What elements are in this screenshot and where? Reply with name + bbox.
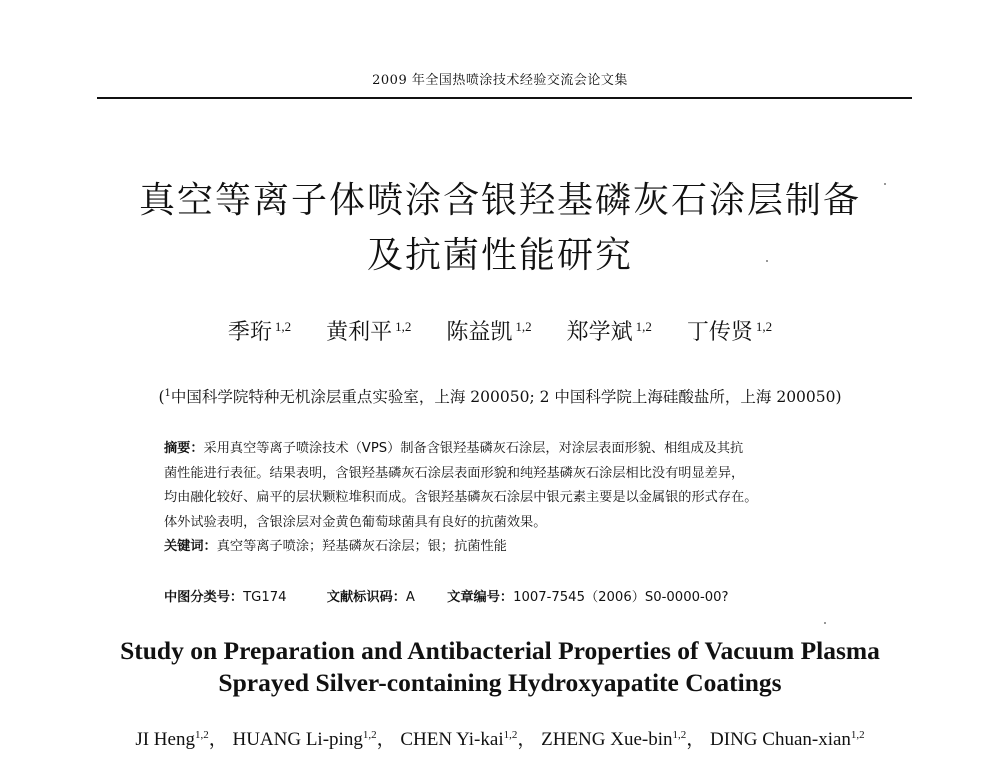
author-zh-name: 季珩: [227, 320, 272, 345]
title-en-line2: Sprayed Silver-containing Hydroxyapatite Coatings: [218, 668, 782, 697]
scan-speck: [884, 183, 886, 185]
running-header: 2009 年全国热喷涂技术经验交流会论文集: [372, 73, 628, 88]
doc-label: 文献标识码：: [326, 590, 406, 605]
author-zh-aff: 1,2: [755, 319, 773, 334]
author-zh: [567, 315, 652, 346]
affiliation-sup: 1: [164, 388, 171, 399]
author-en-name: CHEN Yi-kai: [400, 729, 504, 750]
author-en: [710, 729, 865, 750]
authors-zh: [0, 315, 1000, 346]
abstract-line: 菌性能进行表征。结果表明，含银羟基磷灰石涂层表面形貌和纯羟基磷灰石涂层相比没有明显差异，: [164, 465, 745, 481]
author-en-sep: ，: [208, 729, 228, 750]
author-en-name: JI Heng: [135, 729, 195, 750]
article-value: 1007-7545（2006）S0-0000-00?: [513, 590, 729, 605]
author-en: [232, 729, 395, 750]
author-zh-aff: 1,2: [515, 319, 532, 334]
classification-row: [164, 586, 729, 605]
author-zh: [446, 315, 531, 346]
author-zh-name: 丁传贤: [686, 320, 753, 345]
author-zh-name: 黄利平: [326, 320, 393, 345]
author-en-aff: 1,2: [503, 729, 518, 741]
author-en: [541, 729, 705, 750]
affiliation: [0, 385, 1000, 407]
header-rule: [97, 97, 912, 99]
clc-value: TG174: [243, 590, 287, 605]
author-zh-aff: 1,2: [274, 319, 292, 334]
abstract-line: 体外试验表明，含银涂层对金黄色葡萄球菌具有良好的抗菌效果。: [164, 514, 547, 530]
article-label: 文章编号：: [447, 590, 514, 605]
keywords: [164, 535, 864, 560]
affiliation-open: (: [158, 388, 165, 406]
doc-value: A: [405, 590, 415, 605]
clc-label: 中图分类号：: [164, 590, 244, 605]
author-en-name: HUANG Li-ping: [232, 729, 363, 750]
author-zh: [326, 315, 411, 346]
author-en-aff: 1,2: [362, 729, 377, 741]
keywords-label: 关键词：: [164, 539, 217, 554]
author-en-aff: 1,2: [194, 729, 209, 741]
author-zh-name: 陈益凯: [446, 320, 513, 345]
author-en-name: ZHENG Xue-bin: [541, 729, 673, 750]
affiliation-text: 中国科学院特种无机涂层重点实验室，上海 200050; 2 中国科学院上海硅酸盐所，上海 200050): [170, 388, 842, 406]
author-en-aff: 1,2: [672, 729, 687, 741]
title-zh-line1: 真空等离子体喷涂含银羟基磷灰石涂层制备: [138, 180, 861, 221]
keywords-text: 真空等离子喷涂；羟基磷灰石涂层；银；抗菌性能: [216, 539, 507, 554]
title-zh-line2: 及抗菌性能研究: [366, 235, 633, 276]
title-en-line1: Study on Preparation and Antibacterial Properties of Vacuum Plasma: [120, 636, 880, 665]
author-en-name: DING Chuan-xian: [710, 729, 851, 750]
author-en-sep: ，: [686, 729, 706, 750]
author-en-sep: ，: [376, 729, 396, 750]
author-en: [135, 729, 227, 750]
abstract-line: [164, 437, 864, 462]
scan-speck: [766, 260, 768, 262]
clc-number: [164, 586, 287, 605]
document-code: [327, 586, 415, 605]
author-zh: [228, 315, 291, 346]
author-zh-name: 郑学斌: [566, 320, 633, 345]
author-en-sep: ，: [517, 729, 537, 750]
abstract-label: 摘要：: [164, 441, 204, 456]
author-en-aff: 1,2: [850, 729, 865, 741]
author-zh-aff: 1,2: [395, 319, 412, 334]
article-number: [447, 586, 728, 605]
abstract-line: 均由融化较好、扁平的层状颗粒堆积而成。含银羟基磷灰石涂层中银元素主要是以金属银的形式存在。: [164, 490, 758, 505]
abstract: [164, 437, 864, 560]
author-zh: [687, 315, 772, 346]
authors-en: [0, 724, 1000, 751]
scan-speck: [824, 622, 826, 624]
abstract-text: 采用真空等离子喷涂技术（VPS）制备含银羟基磷灰石涂层，对涂层表面形貌、相组成及其抗: [203, 441, 744, 456]
author-en: [400, 729, 536, 750]
author-zh-aff: 1,2: [635, 319, 652, 334]
